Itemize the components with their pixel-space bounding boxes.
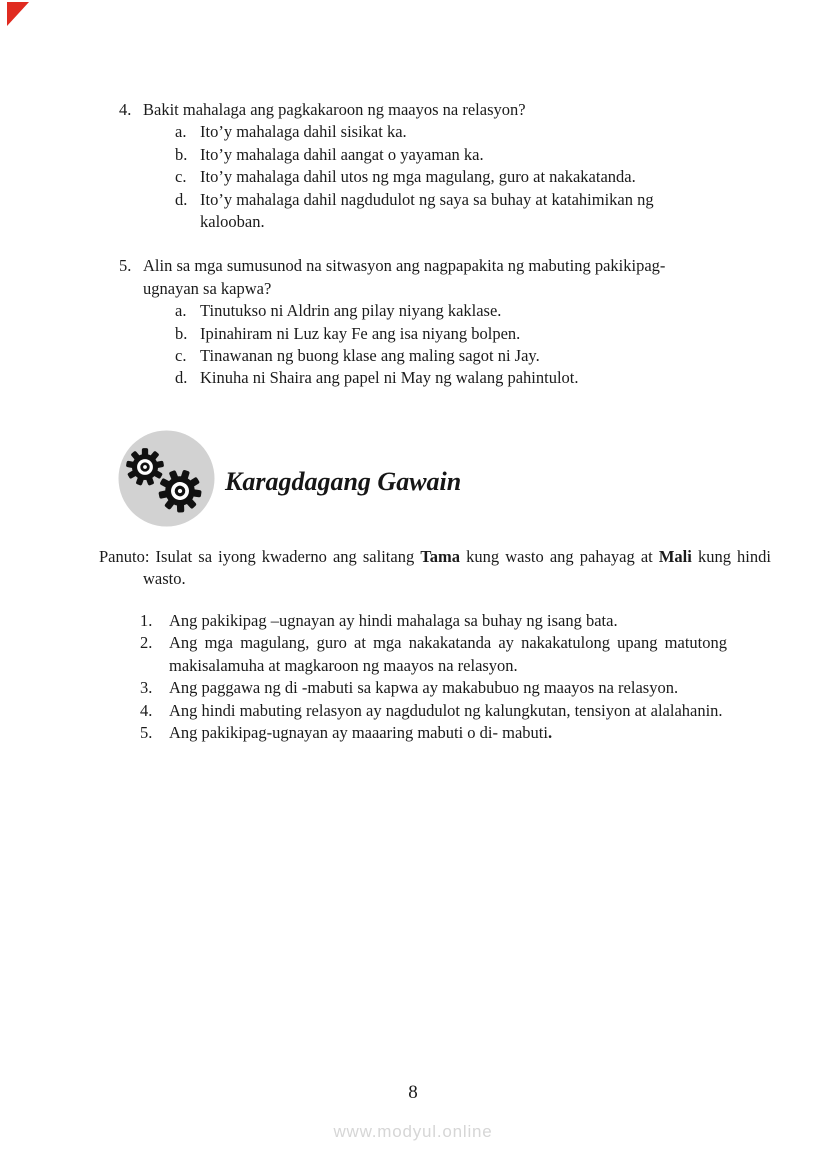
option-letter: a.	[175, 301, 187, 321]
option-text: Tinutukso ni Aldrin ang pilay niyang kaklase.	[200, 301, 502, 321]
gears-icon	[118, 430, 215, 533]
question-text: Bakit mahalaga ang pagkakaroon ng maayos na relasyon?	[143, 100, 526, 119]
activity-list	[99, 610, 727, 744]
option-text: Ito’y mahalaga dahil sisikat ka.	[200, 122, 407, 142]
option-row	[99, 189, 727, 234]
instruction-keyword-mali: Mali	[658, 547, 692, 566]
option-text: Ito’y mahalaga dahil utos ng mga magulang, guro at nakakatanda.	[200, 167, 636, 187]
option-letter: d.	[175, 189, 188, 209]
list-item	[99, 722, 727, 744]
item-number: 1.	[140, 611, 153, 630]
item-number: 5.	[140, 723, 153, 743]
item-number: 2.	[140, 633, 153, 653]
option-letter: d.	[175, 368, 188, 388]
option-row	[99, 121, 727, 143]
instruction-paragraph	[99, 546, 771, 591]
page-number: 8	[408, 1082, 418, 1103]
item-text: Ang mga magulang, guro at mga nakakatanda ay nakakatulong upang matutong makisalamuha at magkaroon ng maayos na relasyon.	[169, 633, 727, 675]
question-5	[99, 255, 727, 389]
instruction-text-2: kung wasto ang pahayag at	[460, 547, 659, 566]
instruction-text-3: kung hindi wasto.	[143, 547, 771, 589]
item-text: Ang pakikipag –ugnayan ay hindi mahalaga sa buhay ng isang bata.	[169, 611, 618, 630]
watermark: www.modyul.online	[333, 1122, 493, 1141]
option-text: Ito’y mahalaga dahil aangat o yayaman ka.	[200, 144, 484, 164]
question-4	[99, 99, 727, 233]
option-letter: a.	[175, 122, 187, 142]
item-number: 4.	[140, 700, 153, 720]
option-row	[99, 345, 727, 367]
option-row	[99, 300, 727, 322]
option-text: Tinawanan ng buong klase ang maling sagot ni Jay.	[200, 346, 540, 366]
question-text-row	[99, 255, 727, 300]
section-header	[118, 430, 461, 533]
question-number: 4.	[119, 100, 132, 119]
item-number: 3.	[140, 678, 153, 698]
option-letter: b.	[175, 144, 188, 164]
red-corner-marker-icon	[7, 2, 29, 26]
option-text: Ito’y mahalaga dahil nagdudulot ng saya sa buhay at katahimikan ng kalooban.	[200, 189, 654, 232]
list-item	[99, 632, 727, 677]
option-row	[99, 166, 727, 188]
option-row	[99, 367, 727, 389]
option-letter: c.	[175, 346, 187, 366]
item-text: Ang pakikipag-ugnayan ay maaaring mabuti o di- mabuti	[169, 723, 548, 743]
item-bold-period: .	[547, 723, 553, 743]
list-item	[99, 700, 727, 722]
multiple-choice-section	[99, 99, 727, 390]
section-title: Karagdagang Gawain	[225, 466, 462, 496]
option-text: Ipinahiram ni Luz kay Fe ang isa niyang bolpen.	[200, 323, 521, 343]
instruction-label: Panuto:	[99, 547, 150, 566]
item-text: Ang hindi mabuting relasyon ay nagdudulot ng kalungkutan, tensiyon at alalahanin.	[169, 700, 723, 720]
option-row	[99, 323, 727, 345]
question-text: Alin sa mga sumusunod na sitwasyon ang nagpapakita ng mabuting pakikipag-ugnayan sa kapwa?	[143, 256, 666, 298]
option-row	[99, 144, 727, 166]
question-text-row	[99, 99, 727, 121]
list-item	[99, 677, 727, 699]
item-text: Ang paggawa ng di -mabuti sa kapwa ay makabubuo ng maayos na relasyon.	[169, 678, 679, 698]
question-number: 5.	[119, 256, 132, 276]
option-text: Kinuha ni Shaira ang papel ni May ng walang pahintulot.	[200, 368, 579, 388]
option-letter: b.	[175, 323, 188, 343]
instruction-text-1: Isulat sa iyong kwaderno ang salitang	[149, 547, 421, 566]
instruction-keyword-tama: Tama	[420, 547, 461, 566]
list-item	[99, 610, 727, 632]
option-letter: c.	[175, 167, 187, 187]
